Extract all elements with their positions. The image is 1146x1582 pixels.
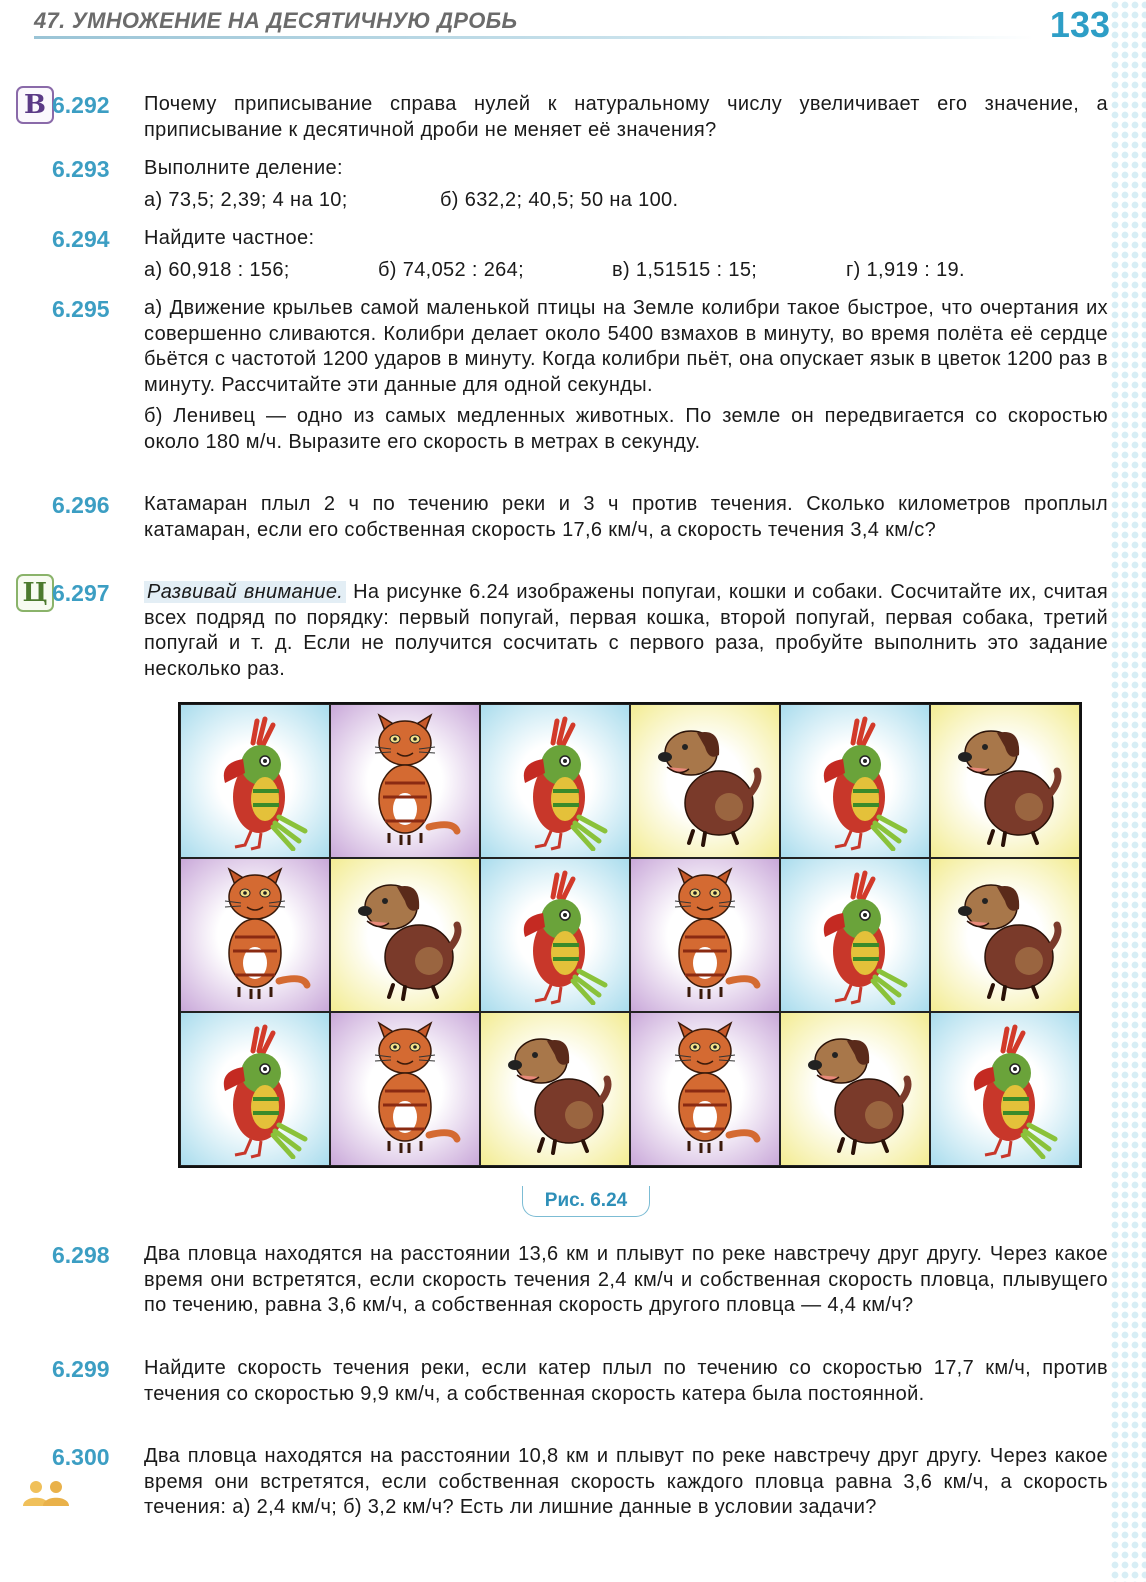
grid-cell-cat [630,1012,780,1166]
badge-c-icon: Ц [16,574,54,612]
problem-number: 6.293 [52,156,110,182]
answer-options [144,258,1108,284]
cat-icon [645,865,765,1005]
animal-grid-figure [178,702,1082,1168]
grid-cell-parrot [780,704,930,858]
dog-icon [645,711,765,851]
dog-icon [945,711,1065,851]
grid-cell-parrot [780,858,930,1012]
page-edge-decoration [1110,0,1146,1582]
problem-text [144,492,1108,543]
dog-icon [495,1019,615,1159]
grid-cell-cat [330,704,480,858]
option-c: в) 1,51515 : 15; [612,258,758,281]
problem-text [144,156,1108,213]
problem-text [144,580,1108,682]
parrot-icon [195,711,315,851]
parrot-icon [795,711,915,851]
problem-statement: Почему приписывание справа нулей к натуральному числу увеличивает его значение, а приписывание к десятичной дроби не меняет её значения? [144,93,1108,141]
grid-cell-dog [330,858,480,1012]
problem-number: 6.298 [52,1242,110,1268]
problem-number: 6.297 [52,580,110,606]
problem-statement: На рисунке 6.24 изображены попугаи, кошки и собаки. Сосчитайте их, считая всех подряд по порядку: первый попугай, первая кошка, второй попугай, первая собака, третий попугай и т. д. Если не получится сосчитать с первого раза, пробуйте выполнить это задание несколько раз. [144,581,1108,680]
problem-number: 6.296 [52,492,110,518]
problem-statement: Найдите скорость течения реки, если катер плыл по течению со скоростью 17,7 км/ч, против течения со скоростью 9,9 км/ч, а собственная скорость катера была постоянной. [144,1357,1108,1405]
parrot-icon [495,865,615,1005]
problem-text [144,296,1108,455]
option-a: а) 73,5; 2,39; 4 на 10; [144,188,348,211]
problem-statement: Выполните деление: [144,157,343,179]
cat-icon [645,1019,765,1159]
badge-v-icon: В [16,86,54,124]
answer-options [144,188,1108,214]
page-number: 133 [1049,4,1110,45]
dog-icon [795,1019,915,1159]
parrot-icon [195,1019,315,1159]
option-b: б) 632,2; 40,5; 50 на 100. [440,188,679,211]
figure-caption: Рис. 6.24 [522,1186,650,1217]
option-d: г) 1,919 : 19. [846,258,965,281]
problem-number: 6.299 [52,1356,110,1382]
grid-cell-dog [780,1012,930,1166]
problem-text [144,1356,1108,1407]
section-title: 47. УМНОЖЕНИЕ НА ДЕСЯТИЧНУЮ ДРОБЬ [34,8,518,33]
problem-number: 6.300 [52,1444,110,1470]
option-a: а) 60,918 : 156; [144,258,290,281]
grid-cell-dog [930,858,1080,1012]
emphasis-label: Развивай внимание. [144,581,346,603]
problem-statement: Катамаран плыл 2 ч по течению реки и 3 ч против течения. Сколько километров проплыл катамаран, если его собственная скорость 17,6 км/ч, а скорость течения 3,4 км/с? [144,493,1108,541]
problem-part-b: б) Ленивец — одно из самых медленных животных. По земле он передвигается со скоростью около 180 м/ч. Выразите его скорость в метрах в секунду. [144,405,1108,453]
problem-statement: Два пловца находятся на расстоянии 13,6 км и плывут по реке навстречу друг другу. Через какое время они встретятся, если скорость течения 2,4 км/ч и собственная скорость пловца, плывущего по течению, равна 3,6 км/ч, а собственная скорость другого пловца — 4,4 км/ч? [144,1243,1108,1316]
problem-text [144,92,1108,143]
grid-cell-cat [630,858,780,1012]
problem-statement: Два пловца находятся на расстоянии 10,8 км и плывут по реке навстречу друг другу. Через какое время они встретятся, если собственная скорость каждого пловца равна 3,6 км/ч, а скорость течения: а) 2,4 км/ч; б) 3,2 км/ч? Есть ли лишние данные в условии задачи? [144,1445,1108,1518]
dog-icon [345,865,465,1005]
grid-cell-dog [480,1012,630,1166]
grid-cell-dog [930,704,1080,858]
problem-text [144,1444,1108,1521]
grid-cell-parrot [480,704,630,858]
grid-cell-parrot [180,1012,330,1166]
problem-number: 6.294 [52,226,110,252]
problem-statement: Найдите частное: [144,227,315,249]
problem-number: 6.295 [52,296,110,322]
parrot-icon [945,1019,1065,1159]
problem-number: 6.292 [52,92,110,118]
header-rule [34,36,1034,39]
parrot-icon [795,865,915,1005]
problem-text [144,1242,1108,1319]
grid-cell-cat [330,1012,480,1166]
option-b: б) 74,052 : 264; [378,258,525,281]
problem-text [144,226,1108,283]
grid-cell-cat [180,858,330,1012]
cat-icon [195,865,315,1005]
cat-icon [345,711,465,851]
problem-part-a: а) Движение крыльев самой маленькой птицы на Земле колибри такое быстрое, что очертания их совершенно сливаются. Колибри делает около 5400 взмахов в минуту, во время полёта её сердце бьётся с частотой 1200 ударов в минуту. Когда колибри пьёт, она опускает язык в цветок 1200 раз в минуту. Рассчитайте эти данные для одной секунды. [144,297,1108,396]
cat-icon [345,1019,465,1159]
grid-cell-parrot [180,704,330,858]
pair-work-icon [20,1480,74,1506]
grid-cell-parrot [930,1012,1080,1166]
parrot-icon [495,711,615,851]
dog-icon [945,865,1065,1005]
grid-cell-parrot [480,858,630,1012]
grid-cell-dog [630,704,780,858]
